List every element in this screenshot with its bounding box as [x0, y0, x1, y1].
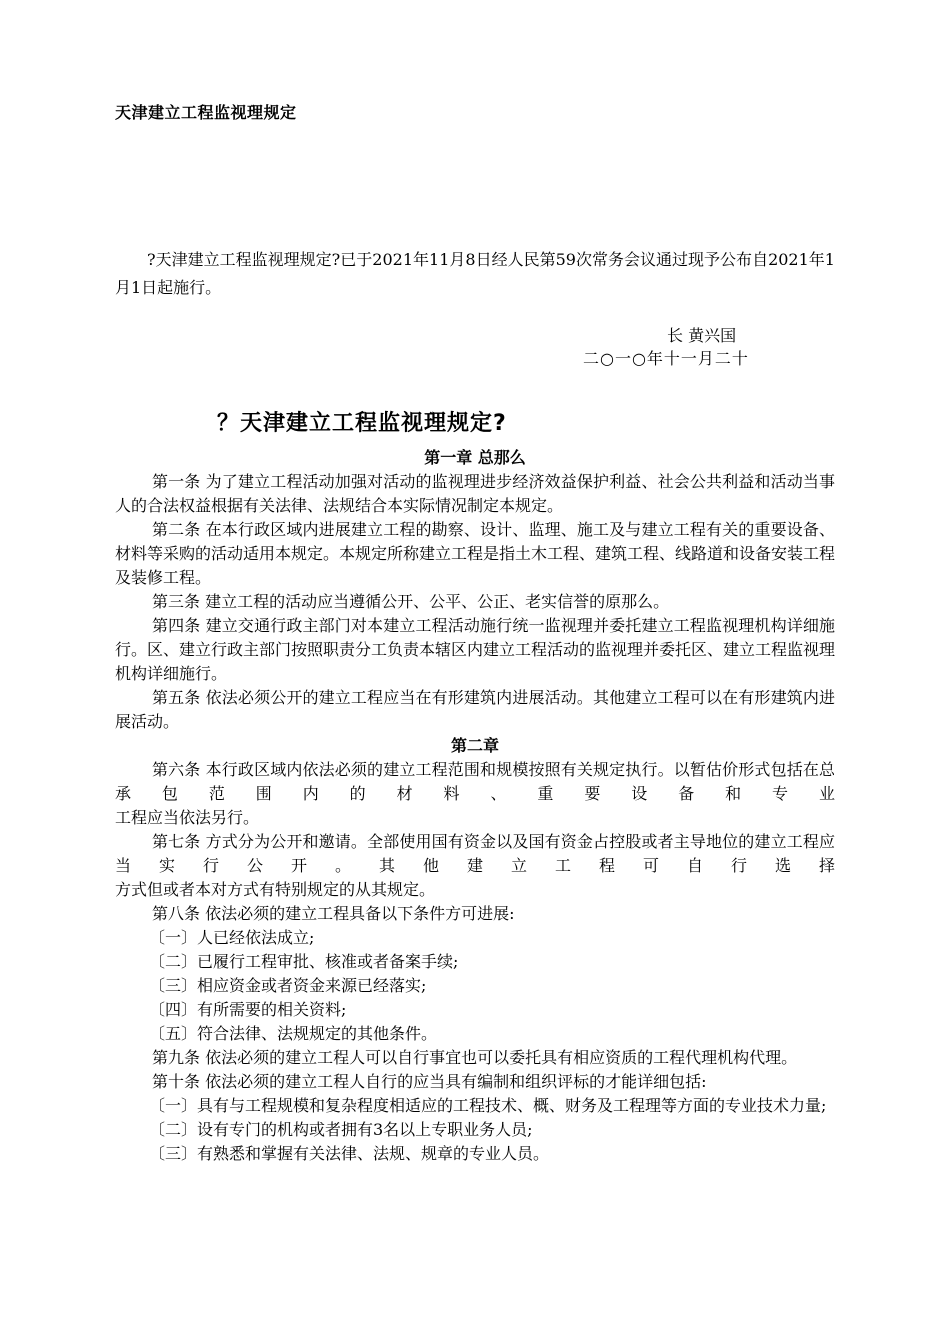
- article-4: 第四条 建立交通行政主部门对本建立工程活动施行统一监视理并委托建立工程监视理机构详细施行。区、建立行政主部门按照职责分工负责本辖区内建立工程活动的监视理并委托区、建立工程监视理机构详细施行。: [115, 616, 836, 683]
- signatory-name: 长 黄兴国: [667, 326, 737, 345]
- article-7: 第七条 方式分为公开和邀请。全部使用国有资金以及国有资金占控股或者主导地位的建立工程应当实行公开。其他建立工程可自行选择: [115, 832, 835, 875]
- chapter-heading: 第二章: [450, 736, 499, 755]
- article-6: 第六条 本行政区域内依法必须的建立工程范围和规模按照有关规定执行。以暂估价形式包括在总承包范围内的材料、重要设备和专业: [115, 760, 835, 803]
- document-header-title: 天津建立工程监视理规定: [115, 103, 297, 122]
- article-3: 第三条 建立工程的活动应当遵循公开、公平、公正、老实信誉的原那么。: [152, 592, 670, 611]
- regulation-body: [115, 446, 835, 1166]
- promulgation-notice: ?天津建立工程监视理规定?已于2021年11月8日经人民第59次常务会议通过现予公布自2021年1月1日起施行。: [115, 250, 835, 297]
- article-8-item: 〔二〕已履行工程审批、核准或者备案手续;: [149, 952, 459, 971]
- article-8-item: 〔三〕相应资金或者资金来源已经落实;: [149, 976, 427, 995]
- article-8-item: 〔一〕人已经依法成立;: [149, 928, 315, 947]
- signing-date: 二○一○年十一月二十: [583, 349, 749, 368]
- regulation-title: ？天津建立工程监视理规定?: [217, 411, 507, 436]
- article-8: 第八条 依法必须的建立工程具备以下条件方可进展:: [152, 904, 515, 923]
- article-2: 第二条 在本行政区域内进展建立工程的勘察、设计、监理、施工及与建立工程有关的重要设备、材料等采购的活动适用本规定。本规定所称建立工程是指土木工程、建筑工程、线路道和设备安装工程及装修工程。: [115, 520, 836, 587]
- article-5: 第五条 依法必须公开的建立工程应当在有形建筑内进展活动。其他建立工程可以在有形建筑内进展活动。: [115, 688, 835, 731]
- article-8-item: 〔五〕符合法律、法规规定的其他条件。: [149, 1024, 438, 1043]
- article-1: 第一条 为了建立工程活动加强对活动的监视理进步经济效益保护利益、社会公共利益和活动当事人的合法权益根据有关法律、法规结合本实际情况制定本规定。: [115, 472, 835, 515]
- chapter-heading: 第一章 总那么: [424, 448, 526, 467]
- article-6-continued: 工程应当依法另行。: [115, 808, 260, 827]
- article-10-item: 〔一〕具有与工程规模和复杂程度相适应的工程技术、概、财务及工程理等方面的专业技术力量;: [149, 1096, 827, 1115]
- article-10-item: 〔二〕设有专门的机构或者拥有3名以上专职业务人员;: [149, 1120, 533, 1139]
- article-10-item: 〔三〕有熟悉和掌握有关法律、法规、规章的专业人员。: [149, 1144, 550, 1163]
- article-7-continued: 方式但或者本对方式有特别规定的从其规定。: [115, 880, 436, 899]
- article-8-item: 〔四〕有所需要的相关资料;: [149, 1000, 347, 1019]
- article-9: 第九条 依法必须的建立工程人可以自行事宜也可以委托具有相应资质的工程代理机构代理。: [152, 1048, 798, 1067]
- article-10: 第十条 依法必须的建立工程人自行的应当具有编制和组织评标的才能详细包括:: [152, 1072, 707, 1091]
